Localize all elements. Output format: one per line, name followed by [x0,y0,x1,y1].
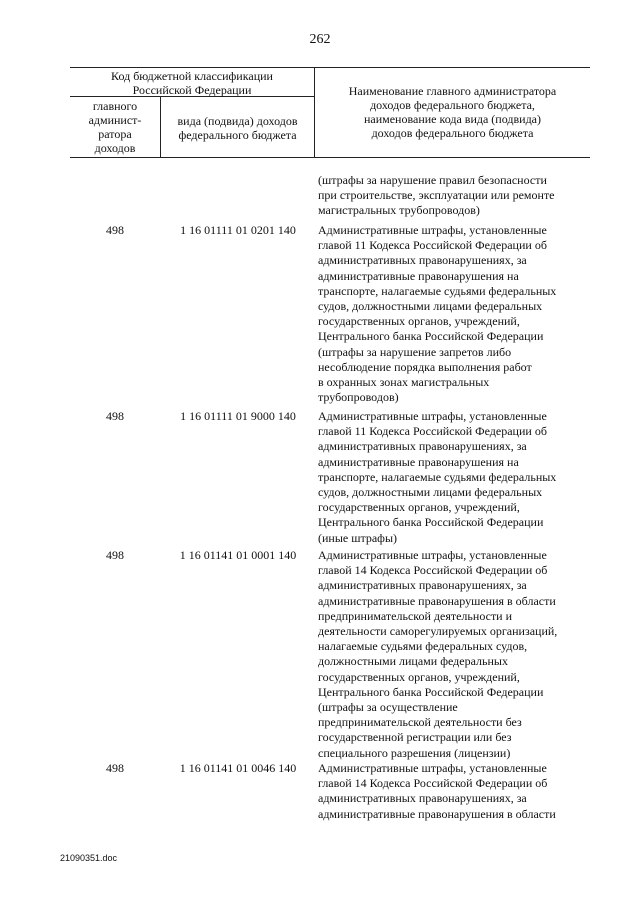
description-cell [318,173,590,219]
description-line: в охранных зонах магистральных [318,375,490,390]
description-line: главой 11 Кодекса Российской Федерации об [318,238,547,253]
description-line: (иные штрафы) [318,530,398,545]
description-line: трубопроводов) [318,390,399,405]
description-line: транспорте, налагаемые судьями федеральных [318,283,557,298]
description-line: (штрафы за нарушение правил безопасности [318,173,547,187]
admin-code-cell: 498 [106,223,124,237]
description-line: административных правонарушениях, за [318,253,527,268]
description-line: Административные штрафы, установленные [318,761,547,775]
description-cell [318,761,590,822]
description-line: при строительстве, эксплуатации или ремонте [318,188,555,203]
page-number: 262 [309,32,331,47]
header-col-admin-line: ратора [98,127,132,141]
header-col-admin [70,99,160,155]
description-line: главой 14 Кодекса Российской Федерации об [318,776,548,791]
description-line: административные правонарушения в области [318,593,556,608]
description-line: административных правонарушениях, за [318,439,527,454]
header-col-code-line: федерального бюджета [178,128,297,142]
header-group-title-line: Код бюджетной классификации [111,69,273,83]
table-top-rule [70,67,590,68]
header-col-name-line: наименование кода вида (подвида) [363,112,542,126]
description-line: административных правонарушениях, за [318,578,527,593]
description-line: предпринимательской деятельности без [318,715,522,730]
description-line: государственных органов, учреждений, [318,314,520,329]
header-group-title [70,69,314,97]
description-line: административные правонарушения в области [318,806,556,821]
description-line: государственных органов, учреждений, [318,500,520,515]
description-line: (штрафы за нарушение запретов либо [318,344,512,359]
description-line: предпринимательской деятельности и [318,608,513,623]
description-line: специального разрешения (лицензии) [318,745,511,760]
admin-code-cell: 498 [106,761,124,775]
description-line: (штрафы за осуществление [318,700,458,715]
description-line: Административные штрафы, установленные [318,548,547,562]
admin-code-cell: 498 [106,409,124,423]
header-col-code [161,114,314,142]
header-col-name-line: Наименование главного администратора [348,84,557,98]
description-cell [318,548,590,761]
description-line: административных правонарушениях, за [318,791,527,806]
description-line: Центрального банка Российской Федерации [318,515,544,530]
description-line: Центрального банка Российской Федерации [318,329,544,344]
header-col-admin-line: главного [92,99,138,113]
description-line: административные правонарушения на [318,454,519,469]
description-line: главой 14 Кодекса Российской Федерации об [318,563,548,578]
description-line: судов, должностными лицами федеральных [318,485,543,500]
description-line: судов, должностными лицами федеральных [318,299,543,314]
header-bottom-rule [70,157,590,158]
description-line: деятельности саморегулируемых организаций, [318,624,558,639]
description-line: транспорте, налагаемые судьями федеральных [318,469,557,484]
description-line: административные правонарушения на [318,268,519,283]
budget-code-cell: 1 16 01111 01 0201 140 [180,223,296,237]
description-line: магистральных трубопроводов) [318,203,480,218]
description-line: Административные штрафы, установленные [318,223,547,237]
budget-code-cell: 1 16 01111 01 9000 140 [180,409,296,423]
header-col-admin-line: доходов [94,141,136,155]
document-filename: 21090351.doc [60,853,118,863]
header-col-name [315,84,590,140]
header-col-admin-line: админист- [88,113,142,127]
budget-code-cell: 1 16 01141 01 0046 140 [179,761,297,775]
header-col-code-line: вида (подвида) доходов [177,114,298,128]
description-cell [318,409,590,546]
description-cell [318,223,590,405]
header-group-title-line: Российской Федерации [132,83,252,97]
description-line: государственной регистрации или без [318,730,512,745]
header-col-name-line: доходов федерального бюджета [371,126,534,140]
description-line: государственных органов, учреждений, [318,669,520,684]
description-line: должностными лицами федеральных [318,654,508,669]
description-line: Центрального банка Российской Федерации [318,684,544,699]
description-line: Административные штрафы, установленные [318,409,547,423]
description-line: несоблюдение порядка выполнения работ [318,359,532,374]
header-col-name-line: доходов федерального бюджета, [370,98,535,112]
description-line: главой 11 Кодекса Российской Федерации об [318,424,547,439]
admin-code-cell: 498 [106,548,124,562]
description-line: налагаемые судьями федеральных судов, [318,639,528,654]
budget-code-cell: 1 16 01141 01 0001 140 [179,548,297,562]
